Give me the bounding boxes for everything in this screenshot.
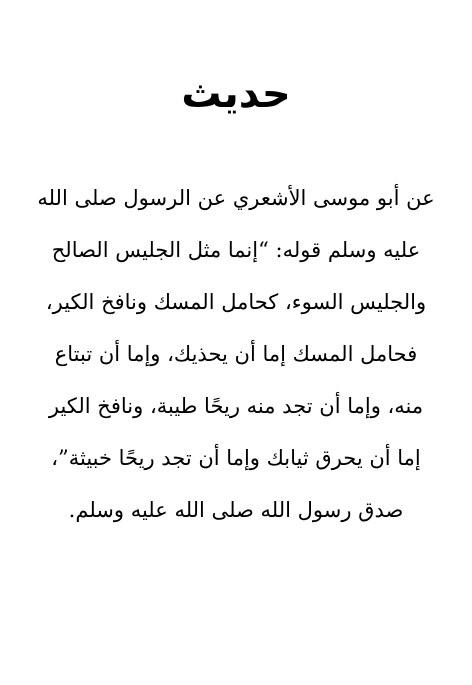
text-line-6: إما أن يحرق ثيابك وإما أن تجد ريحًا خبيثة”، — [51, 446, 421, 470]
hadith-text — [30, 172, 442, 536]
text-line-2: عليه وسلم قوله: “إنما مثل الجليس الصالح — [51, 238, 421, 262]
text-line-1: عن أبو موسى الأشعري عن الرسول صلى الله — [37, 186, 435, 210]
text-line-5: منه، وإما أن تجد منه ريحًا طيبة، ونافخ الكير — [48, 394, 424, 418]
document-title: حديث — [181, 71, 291, 117]
text-line-7: صدق رسول الله صلى الله عليه وسلم. — [68, 498, 404, 522]
text-line-3: والجليس السوء، كحامل المسك ونافخ الكير، — [45, 290, 427, 314]
text-line-4: فحامل المسك إما أن يحذيك، وإما أن تبتاع — [54, 342, 418, 366]
